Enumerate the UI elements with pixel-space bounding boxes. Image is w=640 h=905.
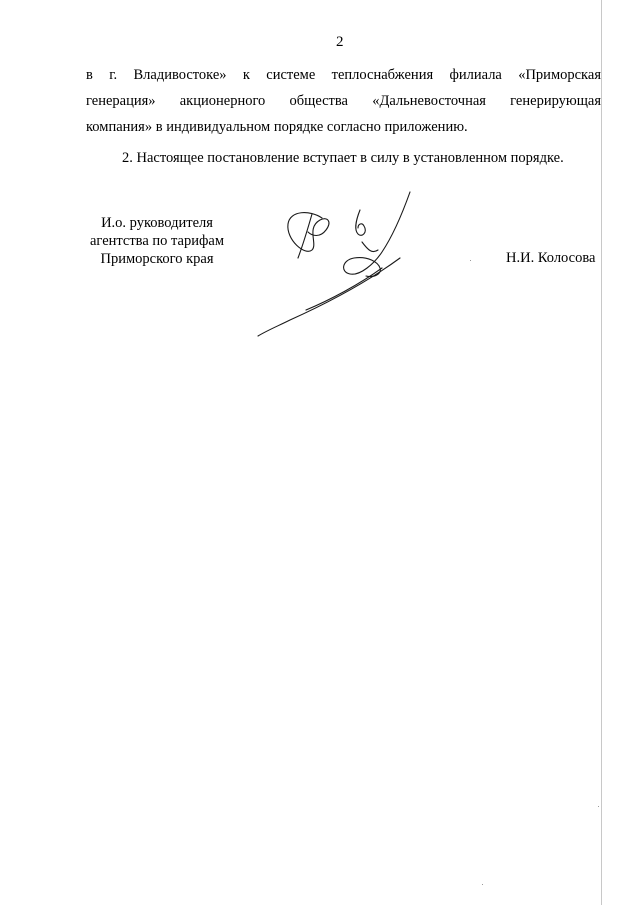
paragraph-line: генерация» акционерного общества «Дальневосточная генерирующая xyxy=(86,93,601,109)
handwritten-signature xyxy=(250,180,430,350)
scan-edge-line xyxy=(601,0,602,905)
paragraph-continued xyxy=(86,62,601,140)
paragraph-line: компания» в индивидуальном порядке согласно приложению. xyxy=(86,119,468,135)
paragraph-item-2: 2. Настоящее постановление вступает в силу в установленном порядке. xyxy=(122,150,564,166)
signer-position-line: И.о. руководителя xyxy=(101,215,213,231)
paragraph-line: в г. Владивостоке» к системе теплоснабжения филиала «Приморская xyxy=(86,67,601,83)
signer-position-line: агентства по тарифам xyxy=(90,233,224,249)
scan-speck xyxy=(482,884,483,885)
signer-name: Н.И. Колосова xyxy=(506,250,596,266)
signer-position-line: Приморского края xyxy=(100,251,214,267)
signer-position xyxy=(72,214,242,268)
scan-speck xyxy=(470,260,471,261)
page-number: 2 xyxy=(336,34,344,50)
scan-speck xyxy=(598,806,599,807)
